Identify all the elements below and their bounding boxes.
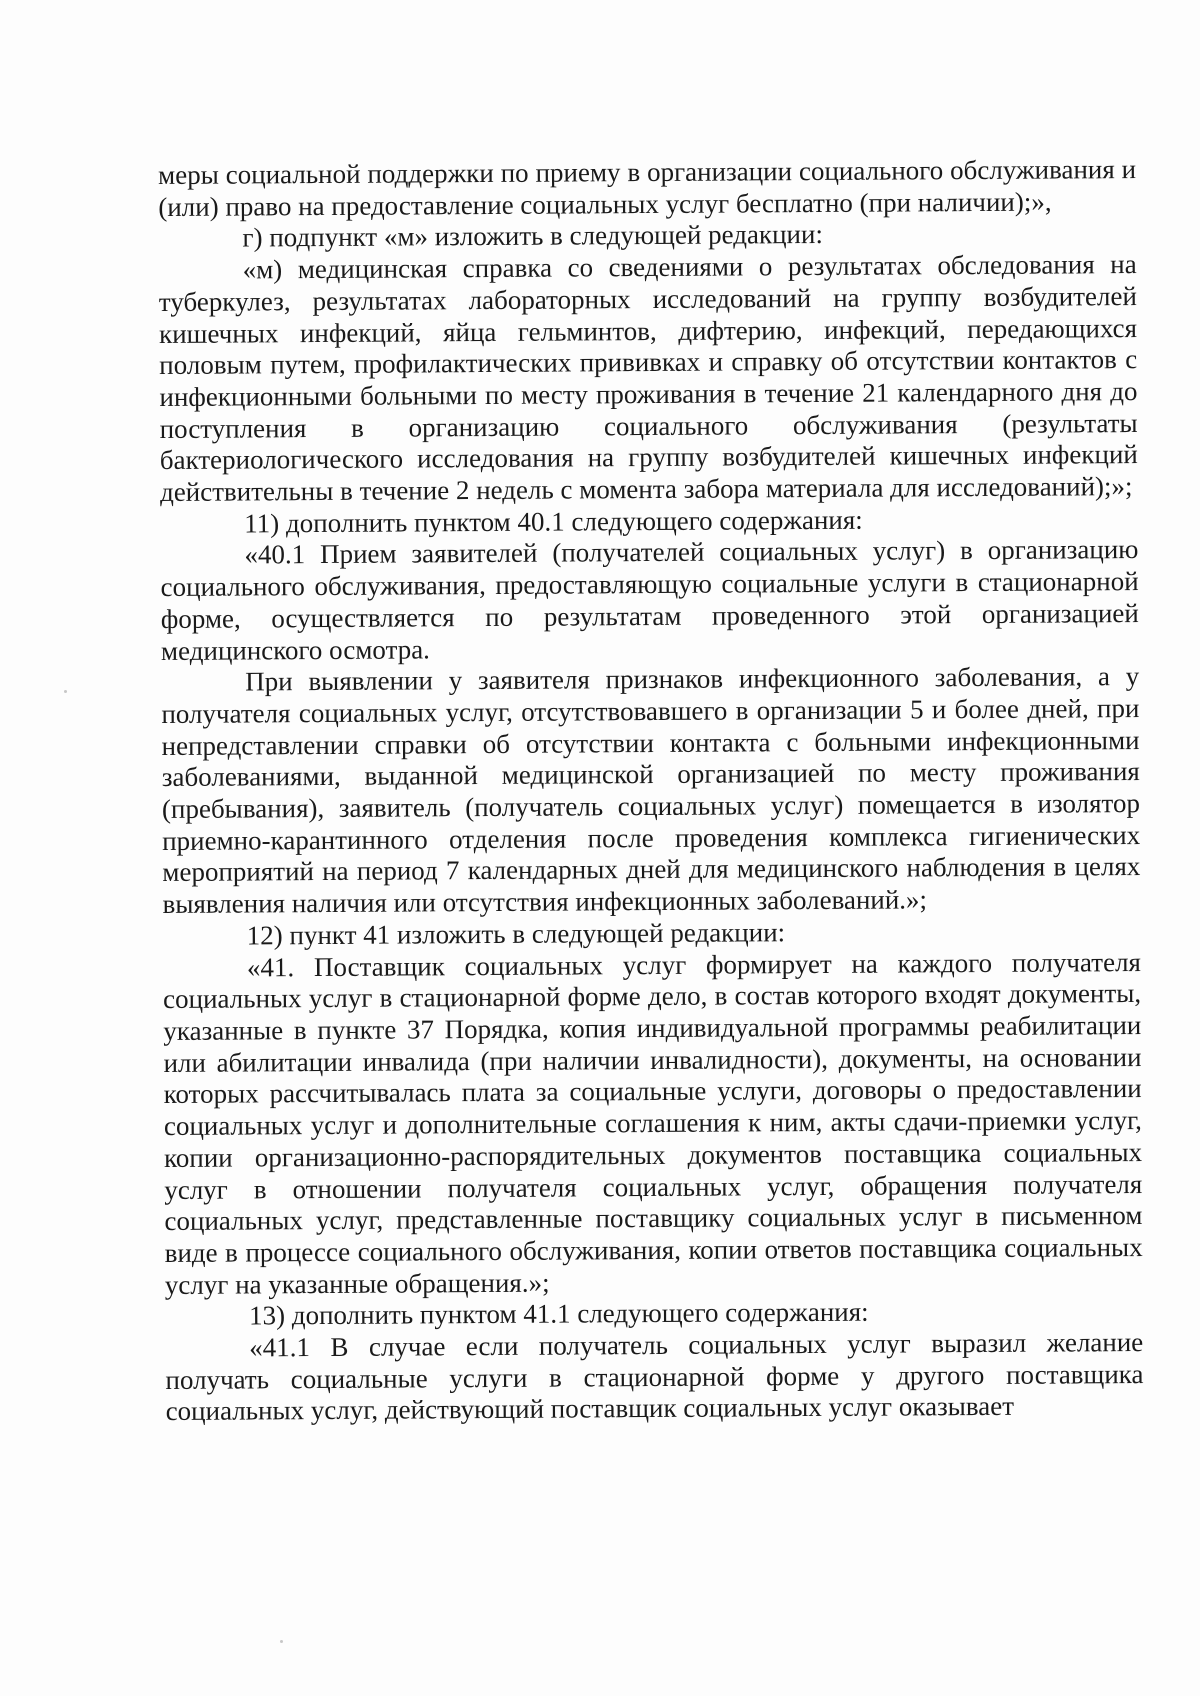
paragraph-item-11: 11) дополнить пунктом 40.1 следующего содержания: (244, 504, 863, 539)
paragraph-clause-41-1: «41.1 В случае если получатель социальных услуг выразил желание получать социальные услуги в стационарной форме у другого поставщика социальных услуг, действующий поставщик социальных услуг оказывает (165, 1327, 1144, 1427)
paragraph-clause-41: «41. Поставщик социальных услуг формирует на каждого получателя социальных услуг в стационарной форме дело, в состав которого входят документы, указанные в пункте 37 Порядка, копия индивидуальной программы реабилитации или абилитации инвалида (при наличии инвалидности), документы, на основании которых рассчитывалась плата за социальные услуги, договоры о предоставлении социальных услуг и дополнительные соглашения к ним, акты сдачи-приемки услуг, копии организационно-распорядительных документов поставщика социальных услуг в отношении получателя социальных услуг, обращения получателя социальных услуг, представленные поставщику социальных услуг в письменном виде в процессе социального обслуживания, копии ответов поставщика социальных услуг на указанные обращения.»; (163, 946, 1143, 1300)
paragraph-subitem-g: г) подпункт «м» изложить в следующей редакции: (242, 219, 823, 253)
paragraph-subitem-m: «м) медицинская справка со сведениями о результатах обследования на туберкулез, результатах лабораторных исследований на группу возбудителей кишечных инфекций, яйца гельминтов, дифтерию, инфекций, передающихся половым путем, профилактических прививках и справку об отсутствии контактов с инфекционными больными по месту проживания в течение 21 календарного дня до поступления в организацию социального обслуживания (результаты бактериологического исследования на группу возбудителей кишечных инфекций действительны в течение 2 недель с момента забора материала для исследований);»; (158, 249, 1138, 508)
document-body (158, 154, 1144, 1428)
scan-speck (64, 690, 67, 693)
scan-speck (280, 1640, 283, 1643)
paragraph-item-13: 13) дополнить пунктом 41.1 следующего содержания: (248, 1296, 869, 1331)
paragraph-clause-40-1: «40.1 Прием заявителей (получателей социальных услуг) в организацию социального обслуживания, предоставляющую социальные услуги в стационарной форме, осуществляется по результатам проведенного этой организацией медицинского осмотра. (160, 534, 1139, 666)
paragraph-continuation: меры социальной поддержки по приему в организации социального обслуживания и (или) право на предоставление социальных услуг бесплатно (при наличии);», (158, 154, 1137, 222)
paragraph-infection-detection: При выявлении у заявителя признаков инфекционного заболевания, а у получателя социальных услуг, отсутствовавшего в организации 5 и более дней, при непредставлении справки об отсутствии контакта с больными инфекционными заболеваниями, выданной медицинской организацией по месту проживания (пребывания), заявитель (получатель социальных услуг) помещается в изолятор приемно-карантинного отделения после проведения комплекса гигиенических мероприятий на период 7 календарных дней для медицинского наблюдения в целях выявления наличия или отсутствия инфекционных заболеваний.»; (161, 661, 1141, 920)
paragraph-item-12: 12) пункт 41 изложить в следующей редакции: (246, 917, 786, 951)
